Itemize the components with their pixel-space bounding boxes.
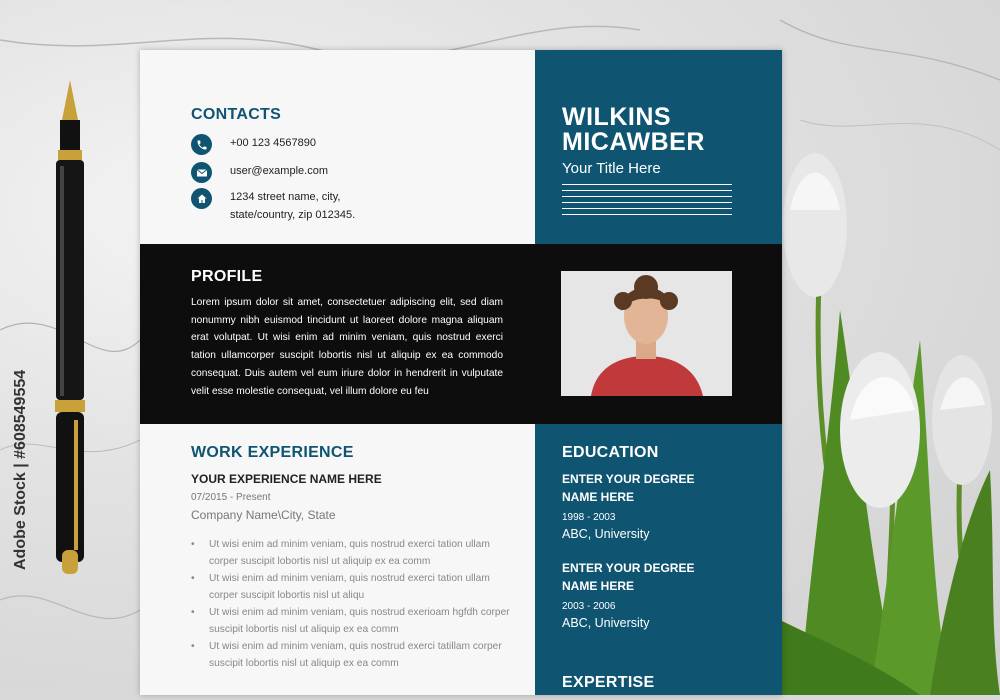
- experience-bullet: • Ut wisi enim ad minim veniam, quis nostrud exerci tation ullam corper suscipit lobortis nisl ut aliquip ex ea comm: [191, 536, 511, 570]
- education-school: ABC, University: [562, 527, 650, 541]
- degree-line-2: NAME HERE: [562, 579, 635, 593]
- education-section: [535, 424, 782, 695]
- job-title: Your Title Here: [562, 160, 661, 177]
- contact-phone: [191, 134, 316, 155]
- tulips-image: [780, 140, 1000, 695]
- resume-document: [140, 50, 782, 695]
- contacts-section: [140, 50, 535, 244]
- education-school: ABC, University: [562, 616, 650, 630]
- candidate-name: [562, 105, 705, 155]
- contact-email: [191, 162, 328, 183]
- decorative-lines: [562, 184, 732, 220]
- experience-bullet: • Ut wisi enim ad minim veniam, quis nostrud exerci tatillam corper suscipit lobortis nisl ut aliquip ex ea comm: [191, 638, 511, 672]
- education-item: [562, 470, 762, 541]
- name-line-2: MICAWBER: [562, 128, 705, 156]
- profile-photo: [561, 271, 732, 396]
- experience-date: 07/2015 - Present: [191, 492, 271, 503]
- degree-line-1: ENTER YOUR DEGREE: [562, 561, 695, 575]
- name-header: [535, 50, 782, 244]
- contacts-heading: CONTACTS: [191, 106, 282, 123]
- experience-company: Company Name\City, State: [191, 508, 336, 522]
- education-item: [562, 559, 762, 630]
- fountain-pen-image: [40, 80, 100, 580]
- education-years: 2003 - 2006: [562, 601, 616, 612]
- education-heading: EDUCATION: [562, 444, 659, 461]
- profile-heading: PROFILE: [191, 268, 263, 285]
- experience-bullet: • Ut wisi enim ad minim veniam, quis nostrud exerioam hgfdh corper suscipit lobortis nisl ut aliquip ex ea comm: [191, 604, 511, 638]
- degree-name: [562, 559, 762, 595]
- education-years: 1998 - 2003: [562, 512, 616, 523]
- address-line-2: state/country, zip 012345.: [230, 209, 356, 221]
- experience-name: YOUR EXPERIENCE NAME HERE: [191, 472, 382, 486]
- address-line-1: 1234 street name, city,: [230, 191, 341, 203]
- degree-line-2: NAME HERE: [562, 490, 635, 504]
- expertise-heading: EXPERTISE: [562, 674, 655, 691]
- mail-icon: [191, 162, 212, 183]
- email-text: user@example.com: [230, 165, 328, 177]
- contact-address: [191, 188, 355, 224]
- phone-text: +00 123 4567890: [230, 137, 316, 149]
- experience-bullets: [191, 536, 511, 672]
- name-line-1: WILKINS: [562, 103, 672, 131]
- degree-name: [562, 470, 762, 506]
- phone-icon: [191, 134, 212, 155]
- work-experience-heading: WORK EXPERIENCE: [191, 444, 354, 461]
- work-experience-section: [140, 424, 535, 695]
- home-icon: [191, 188, 212, 209]
- profile-section: [140, 244, 782, 424]
- profile-text: Lorem ipsum dolor sit amet, consectetuer adipiscing elit, sed diam nonummy nibh euismod tincidunt ut laoreet dolore magna aliquam erat volutpat. Ut wisi enim ad minim veniam, quis nostrud exerci tation ullamcorper suscipit lobortis nisl ut aliquip ex ea commodo consequat. Duis autem vel eum iriure dolor in hendrerit in vulputate velit esse molestie consequat, vel illum dolore eu feu: [191, 297, 503, 397]
- degree-line-1: ENTER YOUR DEGREE: [562, 472, 695, 486]
- stock-id-watermark: Adobe Stock | #608549554: [12, 369, 29, 570]
- experience-bullet: • Ut wisi enim ad minim veniam, quis nostrud exerci tation ullam corper suscipit lobortis nisl ut aliqu: [191, 570, 511, 604]
- address-text: [230, 188, 355, 224]
